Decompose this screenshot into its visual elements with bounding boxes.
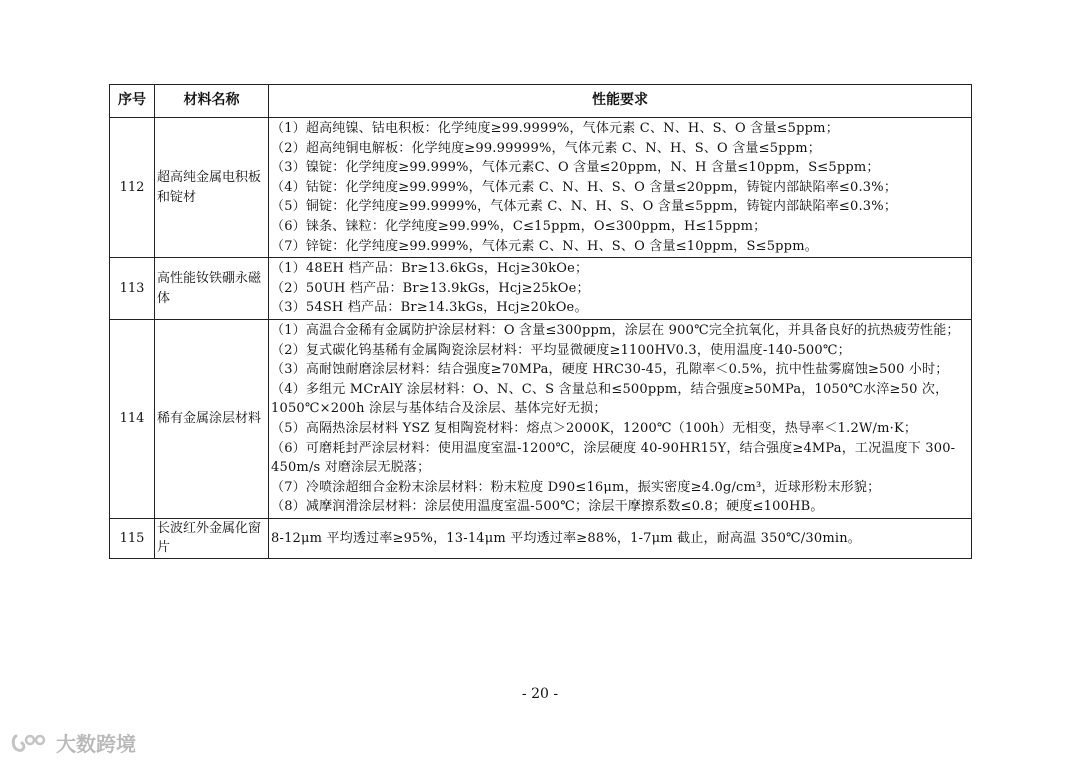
table-row xyxy=(110,319,972,518)
row-requirements xyxy=(269,319,972,518)
requirement-line: （4）钴锭：化学纯度≥99.999%，气体元素 C、N、H、S、O 含量≤20ppm，铸锭内部缺陷率≤0.3%； xyxy=(271,179,898,195)
requirement-line: （1）48EH 档产品：Br≥13.6kGs，Hcj≥30kOe； xyxy=(271,261,589,277)
row-requirements xyxy=(269,118,972,258)
requirement-line: （3）高耐蚀耐磨涂层材料：结合强度≥70MPa，硬度 HRC30-45，孔隙率＜0.5%，抗中性盐雾腐蚀≥500 小时； xyxy=(271,362,949,378)
header-performance-requirements: 性能要求 xyxy=(269,85,972,118)
page-number: - 20 - xyxy=(521,686,559,702)
requirement-line: （3）镍锭：化学纯度≥99.999%，气体元素C、O 含量≤20ppm，N、H 含量≤10ppm，S≤5ppm； xyxy=(271,160,880,176)
table-row xyxy=(110,258,972,320)
requirement-line: （6）可磨耗封严涂层材料：使用温度室温-1200℃，涂层硬度 40-90HR15Y，结合强度≥4MPa，工况温度下 300-450m/s 对磨涂层无脱落； xyxy=(271,440,956,476)
requirement-line: （1）超高纯镍、钴电积板：化学纯度≥99.9999%，气体元素 C、N、H、S、O 含量≤5ppm； xyxy=(271,121,839,136)
row-material-name: 高性能钕铁硼永磁体 xyxy=(155,258,269,320)
requirement-line: （4）多组元 MCrAlY 涂层材料：O、N、C、S 含量总和≤500ppm，结合强度≥50MPa，1050℃水淬≥50 次，1050℃×200h 涂层与基体结合及涂层、基体完好无损； xyxy=(271,381,949,417)
row-requirements xyxy=(269,258,972,320)
table-header-row xyxy=(110,85,972,118)
requirement-line: （2）超高纯铜电解板：化学纯度≥99.99999%，气体元素 C、N、H、S、O 含量≤5ppm； xyxy=(271,140,821,156)
requirement-line: （2）50UH 档产品：Br≥13.9kGs，Hcj≥25kOe； xyxy=(271,280,590,296)
requirement-line: （5）铜锭：化学纯度≥99.9999%，气体元素 C、N、H、S、O 含量≤5ppm，铸锭内部缺陷率≤0.3%； xyxy=(271,199,898,215)
row-serial-number: 114 xyxy=(110,319,155,518)
requirement-line: （6）铼条、铼粒：化学纯度≥99.99%，C≤15ppm，O≤300ppm，H≤15ppm； xyxy=(271,218,767,234)
requirement-line: （5）高隔热涂层材料 YSZ 复相陶瓷材料：熔点＞2000K，1200℃（100h）无相变，热导率＜1.2W/m·K； xyxy=(271,420,918,436)
row-material-name: 稀有金属涂层材料 xyxy=(155,319,269,518)
requirement-line: （8）减摩润滑涂层材料：涂层使用温度室温-500℃；涂层干摩擦系数≤0.8；硬度≤100HB。 xyxy=(271,499,824,515)
watermark-text: 大数跨境 xyxy=(56,732,136,756)
header-serial-number: 序号 xyxy=(110,85,155,118)
row-material-name: 超高纯金属电积板和锭材 xyxy=(155,118,269,258)
watermark xyxy=(10,728,136,757)
materials-spec-table xyxy=(109,84,972,559)
table-row xyxy=(110,118,972,258)
requirement-line: （1）高温合金稀有金属防护涂层材料：O 含量≤300ppm，涂层在 900℃完全抗氧化，并具备良好的抗热疲劳性能； xyxy=(271,322,960,338)
row-requirements xyxy=(269,518,972,558)
row-serial-number: 112 xyxy=(110,118,155,258)
header-material-name: 材料名称 xyxy=(155,85,269,118)
brand-logo-icon xyxy=(10,732,50,754)
table-row xyxy=(110,518,972,558)
row-serial-number: 115 xyxy=(110,518,155,558)
requirement-line: （7）冷喷涂超细合金粉末涂层材料：粉末粒度 D90≤16μm，振实密度≥4.0g/cm³，近球形粉末形貌； xyxy=(271,479,881,495)
row-material-name: 长波红外金属化窗片 xyxy=(155,518,269,558)
requirement-line: （3）54SH 档产品：Br≥14.3kGs，Hcj≥20kOe。 xyxy=(271,300,588,316)
row-serial-number: 113 xyxy=(110,258,155,320)
requirement-line: （2）复式碳化钨基稀有金属陶瓷涂层材料：平均显微硬度≥1100HV0.3，使用温度-140-500℃； xyxy=(271,342,851,358)
requirement-line: （7）锌锭：化学纯度≥99.999%，气体元素 C、N、H、S、O 含量≤10ppm，S≤5ppm。 xyxy=(271,238,818,254)
requirement-line: 8-12μm 平均透过率≥95%，13-14μm 平均透过率≥88%，1-7μm 截止，耐高温 350℃/30min。 xyxy=(271,530,861,546)
